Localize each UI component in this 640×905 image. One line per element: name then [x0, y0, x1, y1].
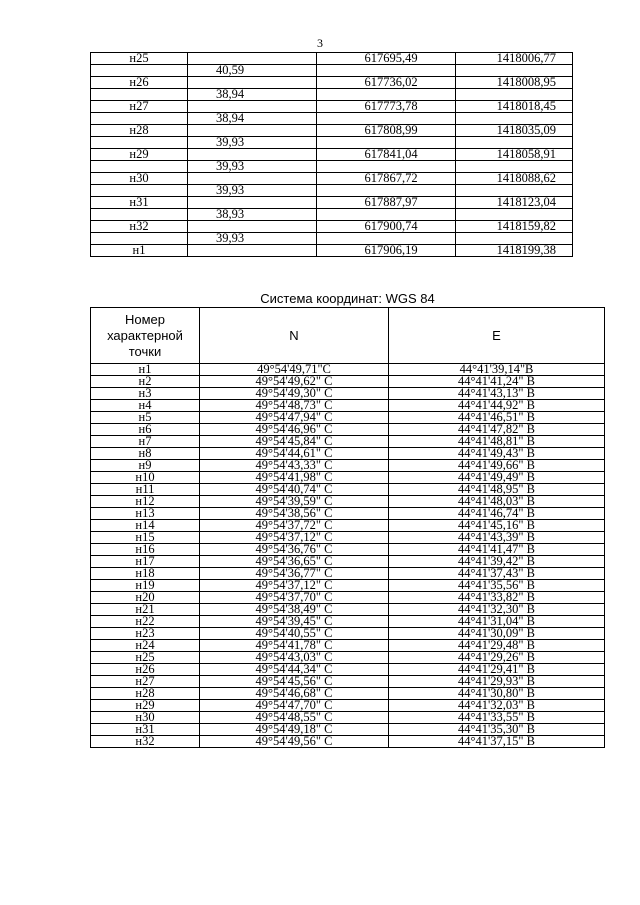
point-number-cell: н11 [91, 484, 200, 496]
longitude-cell: 44°41'45,16" В [389, 520, 605, 532]
longitude-cell: 44°41'37,43" В [389, 568, 605, 580]
point-number-cell: н18 [91, 568, 200, 580]
point-number-cell: н17 [91, 556, 200, 568]
distance-cell [188, 149, 317, 161]
point-row [91, 125, 573, 137]
longitude-cell: 44°41'32,30" В [389, 604, 605, 616]
y-coordinate-cell: 1418088,62 [456, 173, 573, 185]
latitude-cell: 49°54'48,73" С [200, 400, 389, 412]
point-number-cell: н32 [91, 736, 200, 748]
latitude-cell: 49°54'39,45" С [200, 616, 389, 628]
latitude-cell: 49°54'36,65" С [200, 556, 389, 568]
x-coordinate-cell: 617695,49 [317, 53, 456, 65]
point-row [91, 101, 573, 113]
longitude-cell: 44°41'29,26" В [389, 652, 605, 664]
latitude-cell: 49°54'39,59" С [200, 496, 389, 508]
point-number-cell: н27 [91, 101, 188, 113]
point-row [91, 245, 573, 257]
point-row [91, 77, 573, 89]
point-number-cell: н19 [91, 580, 200, 592]
longitude-cell: 44°41'49,43" В [389, 448, 605, 460]
longitude-cell: 44°41'41,24" В [389, 376, 605, 388]
point-number-cell: н8 [91, 448, 200, 460]
point-number-cell: н1 [91, 245, 188, 257]
wgs-coordinates-table [90, 307, 605, 748]
distance-cell [188, 173, 317, 185]
longitude-cell: 44°41'48,95" В [389, 484, 605, 496]
longitude-cell: 44°41'37,15" В [389, 736, 605, 748]
longitude-cell: 44°41'35,30" В [389, 724, 605, 736]
distance-cell [188, 53, 317, 65]
wgs-section-title: Система координат: WGS 84 [260, 291, 435, 306]
latitude-cell: 49°54'44,34" С [200, 664, 389, 676]
latitude-cell: 49°54'43,33" С [200, 460, 389, 472]
longitude-cell: 44°41'49,66" В [389, 460, 605, 472]
distance-cell: 38,94 [188, 89, 317, 101]
distance-cell [188, 77, 317, 89]
latitude-cell: 49°54'38,49" С [200, 604, 389, 616]
point-number-cell: н15 [91, 532, 200, 544]
point-number-cell: н10 [91, 472, 200, 484]
point-number-cell: н31 [91, 197, 188, 209]
y-coordinate-cell: 1418008,95 [456, 77, 573, 89]
point-number-cell: н16 [91, 544, 200, 556]
longitude-cell: 44°41'39,14"В [389, 364, 605, 376]
point-number-cell: н31 [91, 724, 200, 736]
longitude-cell: 44°41'30,80" В [389, 688, 605, 700]
longitude-cell: 44°41'48,81" В [389, 436, 605, 448]
latitude-cell: 49°54'49,71"С [200, 364, 389, 376]
x-coordinate-cell: 617736,02 [317, 77, 456, 89]
longitude-cell: 44°41'43,39" В [389, 532, 605, 544]
latitude-cell: 49°54'48,55" С [200, 712, 389, 724]
table-row [91, 736, 605, 748]
header-point-number: Номер характерной точки [91, 308, 200, 364]
longitude-cell: 44°41'29,48" В [389, 640, 605, 652]
point-number-cell: н23 [91, 628, 200, 640]
latitude-cell: 49°54'37,72" С [200, 520, 389, 532]
point-row [91, 221, 573, 233]
longitude-cell: 44°41'41,47" В [389, 544, 605, 556]
point-row [91, 149, 573, 161]
longitude-cell: 44°41'30,09" В [389, 628, 605, 640]
header-e: E [389, 308, 605, 364]
point-number-cell: н28 [91, 688, 200, 700]
wgs-header-row [91, 308, 605, 364]
latitude-cell: 49°54'38,56" С [200, 508, 389, 520]
point-row [91, 173, 573, 185]
longitude-cell: 44°41'47,82" В [389, 424, 605, 436]
longitude-cell: 44°41'49,49" В [389, 472, 605, 484]
distance-cell: 38,93 [188, 209, 317, 221]
y-coordinate-cell: 1418006,77 [456, 53, 573, 65]
distance-cell [188, 125, 317, 137]
longitude-cell: 44°41'29,41" В [389, 664, 605, 676]
y-coordinate-cell: 1418159,82 [456, 221, 573, 233]
latitude-cell: 49°54'49,30" С [200, 388, 389, 400]
point-number-cell: н4 [91, 400, 200, 412]
latitude-cell: 49°54'46,68" С [200, 688, 389, 700]
distance-cell [188, 245, 317, 257]
y-coordinate-cell: 1418018,45 [456, 101, 573, 113]
longitude-cell: 44°41'33,55" В [389, 712, 605, 724]
point-row [91, 53, 573, 65]
latitude-cell: 49°54'40,74" С [200, 484, 389, 496]
longitude-cell: 44°41'46,51" В [389, 412, 605, 424]
point-number-cell: н25 [91, 652, 200, 664]
point-number-cell: н21 [91, 604, 200, 616]
longitude-cell: 44°41'43,13" В [389, 388, 605, 400]
point-number-cell: н1 [91, 364, 200, 376]
latitude-cell: 49°54'37,12" С [200, 532, 389, 544]
wgs-table-header [91, 308, 605, 364]
distance-cell [188, 221, 317, 233]
point-number-cell: н14 [91, 520, 200, 532]
y-coordinate-cell: 1418199,38 [456, 245, 573, 257]
point-number-cell: н26 [91, 664, 200, 676]
point-number-cell: н26 [91, 77, 188, 89]
latitude-cell: 49°54'49,18" С [200, 724, 389, 736]
distance-cell [188, 197, 317, 209]
latitude-cell: 49°54'41,98" С [200, 472, 389, 484]
latitude-cell: 49°54'49,62" С [200, 376, 389, 388]
latitude-cell: 49°54'37,12" С [200, 580, 389, 592]
longitude-cell: 44°41'29,93" В [389, 676, 605, 688]
x-coordinate-cell: 617900,74 [317, 221, 456, 233]
latitude-cell: 49°54'46,96" С [200, 424, 389, 436]
latitude-cell: 49°54'49,56" С [200, 736, 389, 748]
point-number-cell: н30 [91, 712, 200, 724]
x-coordinate-cell: 617887,97 [317, 197, 456, 209]
point-number-cell: н30 [91, 173, 188, 185]
latitude-cell: 49°54'43,03" С [200, 652, 389, 664]
latitude-cell: 49°54'44,61" С [200, 448, 389, 460]
point-number-cell: н27 [91, 676, 200, 688]
latitude-cell: 49°54'47,70" С [200, 700, 389, 712]
point-number-cell: н28 [91, 125, 188, 137]
distance-cell: 39,93 [188, 185, 317, 197]
latitude-cell: 49°54'37,70" С [200, 592, 389, 604]
longitude-cell: 44°41'46,74" В [389, 508, 605, 520]
latitude-cell: 49°54'41,78" С [200, 640, 389, 652]
x-coordinate-cell: 617773,78 [317, 101, 456, 113]
point-number-cell: н6 [91, 424, 200, 436]
point-number-cell: н24 [91, 640, 200, 652]
y-coordinate-cell: 1418035,09 [456, 125, 573, 137]
latitude-cell: 49°54'45,84" С [200, 436, 389, 448]
latitude-cell: 49°54'45,56" С [200, 676, 389, 688]
header-n: N [200, 308, 389, 364]
distance-cell [188, 101, 317, 113]
distance-cell: 39,93 [188, 137, 317, 149]
distance-cell: 39,93 [188, 161, 317, 173]
point-number-cell: н29 [91, 149, 188, 161]
longitude-cell: 44°41'35,56" В [389, 580, 605, 592]
longitude-cell: 44°41'31,04" В [389, 616, 605, 628]
longitude-cell: 44°41'48,03" В [389, 496, 605, 508]
distance-cell: 39,93 [188, 233, 317, 245]
point-number-cell: н3 [91, 388, 200, 400]
y-coordinate-cell: 1418123,04 [456, 197, 573, 209]
latitude-cell: 49°54'47,94" С [200, 412, 389, 424]
point-row [91, 197, 573, 209]
point-number-cell: н9 [91, 460, 200, 472]
x-coordinate-cell: 617906,19 [317, 245, 456, 257]
longitude-cell: 44°41'33,82" В [389, 592, 605, 604]
point-number-cell: н13 [91, 508, 200, 520]
point-number-cell: н12 [91, 496, 200, 508]
point-number-cell: н5 [91, 412, 200, 424]
wgs-table-body [91, 364, 605, 748]
page-number: 3 [317, 36, 323, 50]
distance-cell: 40,59 [188, 65, 317, 77]
x-coordinate-cell: 617841,04 [317, 149, 456, 161]
distance-cell: 38,94 [188, 113, 317, 125]
coordinates-xy-table [90, 52, 573, 257]
x-coordinate-cell: 617808,99 [317, 125, 456, 137]
latitude-cell: 49°54'40,55" С [200, 628, 389, 640]
point-number-cell: н32 [91, 221, 188, 233]
latitude-cell: 49°54'36,76" С [200, 544, 389, 556]
longitude-cell: 44°41'44,92" В [389, 400, 605, 412]
longitude-cell: 44°41'39,42" В [389, 556, 605, 568]
y-coordinate-cell: 1418058,91 [456, 149, 573, 161]
latitude-cell: 49°54'36,77" С [200, 568, 389, 580]
coordinates-xy-table-body [91, 53, 573, 257]
longitude-cell: 44°41'32,03" В [389, 700, 605, 712]
point-number-cell: н20 [91, 592, 200, 604]
point-number-cell: н25 [91, 53, 188, 65]
point-number-cell: н7 [91, 436, 200, 448]
point-number-cell: н2 [91, 376, 200, 388]
point-number-cell: н22 [91, 616, 200, 628]
x-coordinate-cell: 617867,72 [317, 173, 456, 185]
point-number-cell: н29 [91, 700, 200, 712]
